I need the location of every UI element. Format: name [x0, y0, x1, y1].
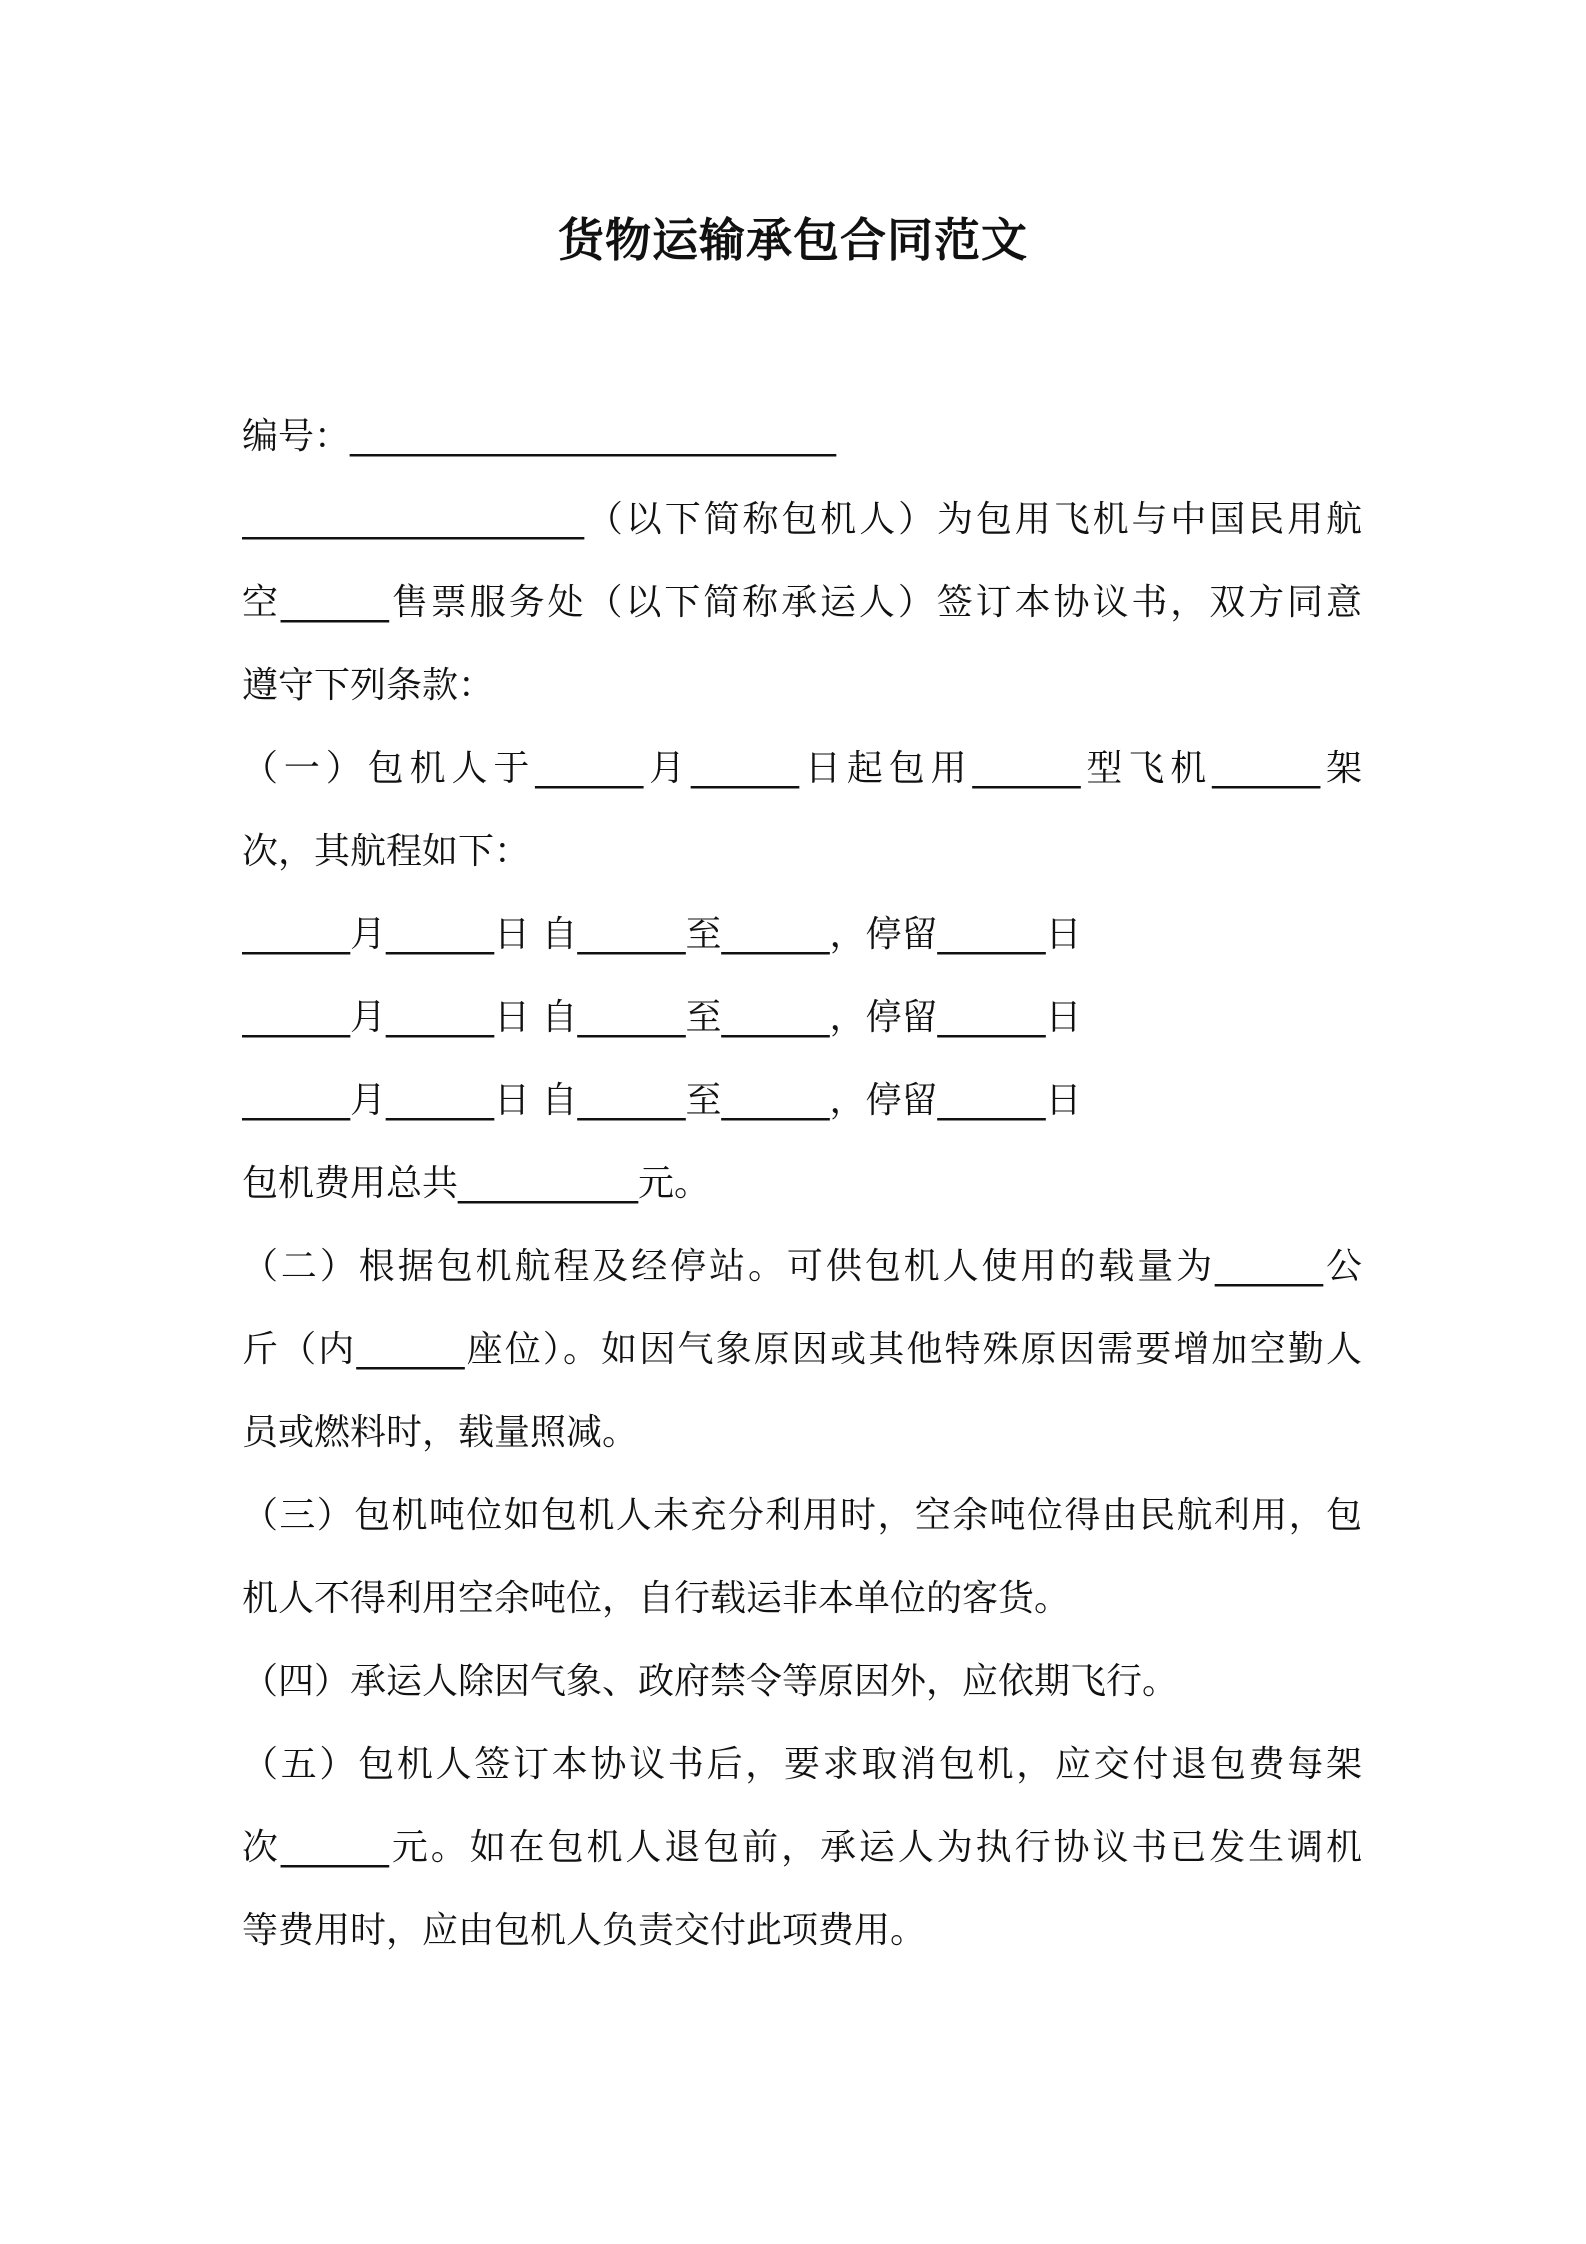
clause-1-line: （一）包机人于______月______日起包用______型飞机______架 [242, 748, 1362, 789]
itinerary-row: ______月______日 自______至______，停留______日 [242, 1080, 1082, 1121]
clause-4-line: （四）承运人除因气象、政府禁令等原因外，应依期飞行。 [242, 1661, 1179, 1702]
clause-3-line: 机人不得利用空余吨位，自行载运非本单位的客货。 [242, 1578, 1071, 1619]
serial-number-line: 编号：___________________________ [242, 416, 837, 457]
clause-2-line: （二）根据包机航程及经停站。可供包机人使用的载量为______公 [242, 1246, 1362, 1287]
clause-5-line: 次______元。如在包机人退包前，承运人为执行协议书已发生调机 [242, 1827, 1362, 1868]
clause-2-line: 员或燃料时，载量照减。 [242, 1412, 639, 1453]
clause-5-line: 等费用时，应由包机人负责交付此项费用。 [242, 1910, 927, 1951]
paragraph-line: ___________________（以下简称包机人）为包用飞机与中国民用航 [242, 499, 1362, 540]
clause-2-line: 斤（内______座位）。如因气象原因或其他特殊原因需要增加空勤人 [242, 1329, 1362, 1370]
paragraph-line: 遵守下列条款： [242, 665, 495, 706]
clause-5-line: （五）包机人签订本协议书后，要求取消包机，应交付退包费每架 [242, 1744, 1362, 1785]
clause-3-line: （三）包机吨位如包机人未充分利用时，空余吨位得由民航利用，包 [242, 1495, 1362, 1536]
total-fee-line: 包机费用总共__________元。 [242, 1163, 711, 1204]
itinerary-row: ______月______日 自______至______，停留______日 [242, 914, 1082, 955]
itinerary-row: ______月______日 自______至______，停留______日 [242, 997, 1082, 1038]
paragraph-line: 空______售票服务处（以下简称承运人）签订本协议书，双方同意 [242, 582, 1362, 623]
document-title: 货物运输承包合同范文 [558, 213, 1028, 267]
clause-1-line: 次，其航程如下： [242, 831, 531, 872]
